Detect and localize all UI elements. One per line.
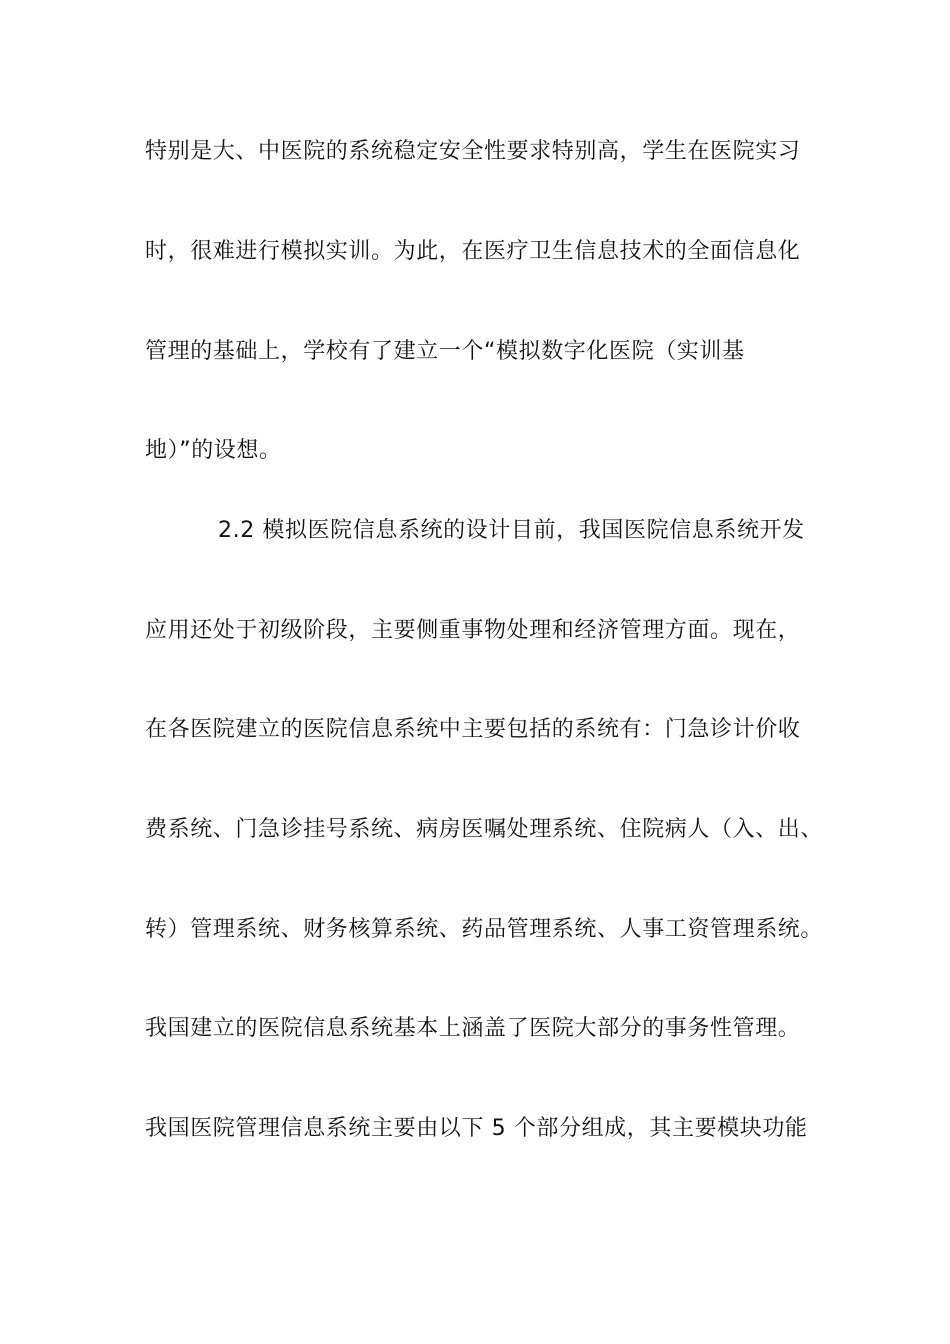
text-line-2: 时，很难进行模拟实训。为此，在医疗卫生信息技术的全面信息化: [145, 239, 801, 264]
text-line-4: 地）”的设想。: [145, 438, 282, 463]
text-line-9: 转）管理系统、财务核算系统、药品管理系统、人事工资管理系统。: [145, 917, 824, 942]
text-line-1: 特别是大、中医院的系统稳定安全性要求特别高，学生在医院实习: [145, 139, 801, 164]
text-line-11: 我国医院管理信息系统主要由以下 5 个部分组成，其主要模块功能: [145, 1116, 808, 1141]
text-line-10: 我国建立的医院信息系统基本上涵盖了医院大部分的事务性管理。: [145, 1016, 801, 1041]
text-line-6: 应用还处于初级阶段，主要侧重事物处理和经济管理方面。现在，: [145, 618, 801, 643]
text-line-8: 费系统、门急诊挂号系统、病房医嘱处理系统、住院病人（入、出、: [145, 817, 824, 842]
text-line-7: 在各医院建立的医院信息系统中主要包括的系统有：门急诊计价收: [145, 717, 801, 742]
section-heading-line: 2.2 模拟医院信息系统的设计目前，我国医院信息系统开发: [218, 518, 805, 543]
text-line-3: 管理的基础上，学校有了建立一个“模拟数字化医院（实训基: [145, 339, 745, 364]
